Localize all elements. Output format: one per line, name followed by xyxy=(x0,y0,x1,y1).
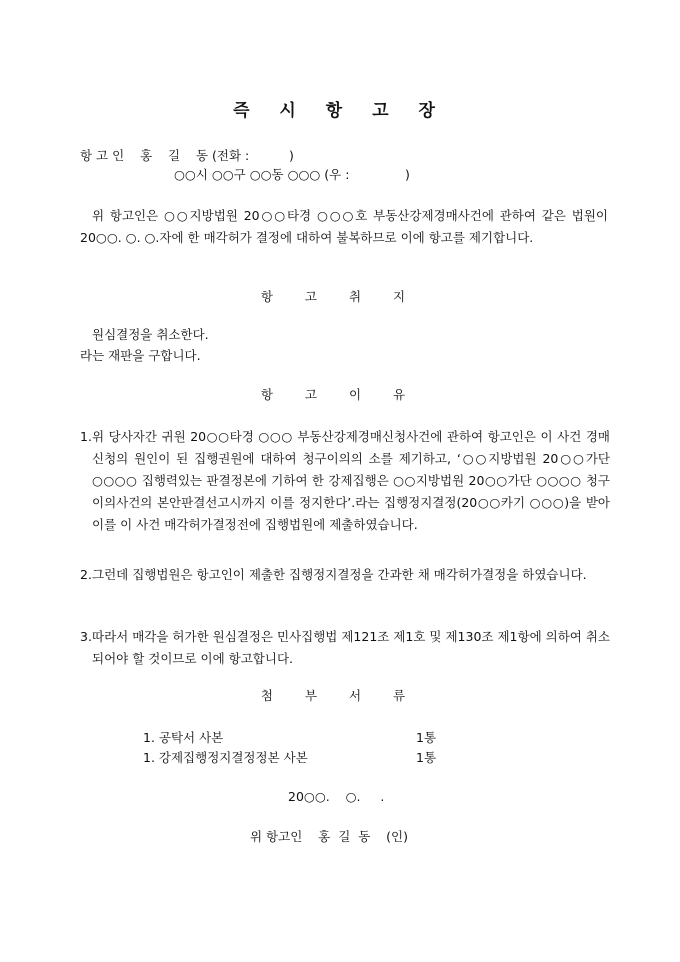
reason-item xyxy=(80,426,610,536)
reason-number: 2. xyxy=(80,567,92,582)
reason-item xyxy=(80,564,610,586)
address-line: ○○시 ○○구 ○○동 ○○○ (우 : ) xyxy=(174,167,410,182)
purpose-heading: 항 고 취 지 xyxy=(260,289,420,304)
attachment-label: 1. 강제집행정지결정정본 사본 xyxy=(143,750,308,765)
reason-number: 1. xyxy=(80,429,92,444)
purpose-line-1: 원심결정을 취소한다. xyxy=(92,327,209,342)
reason-text: 따라서 매각을 허가한 원심결정은 민사집행법 제121조 제1호 및 제130조 제1항에 의하여 취소되어야 할 것이므로 이에 항고합니다. xyxy=(92,629,610,666)
reason-text: 그런데 집행법원은 항고인이 제출한 집행정지결정을 간과한 채 매각허가결정을 하였습니다. xyxy=(92,567,587,582)
reason-text: 위 당사자간 귀원 20○○타경 ○○○ 부동산강제경매신청사건에 관하여 항고인은 이 사건 경매신청의 원인이 된 집행권원에 대하여 청구이의의 소를 제기하고, ‘○○지방법원 20○○가단 ○○○○ 집행력있는 판결정본에 기하여 한 강제집행은 ○○지방법원 20○○가단 ○○○○ 청구이의사건의 본안판결선고시까지 이를 정지한다’.라는 집행정지결정(20○○카기 ○○○)을 받아 이를 이 사건 매각허가결정전에 집행법원에 제출하였습니다. xyxy=(92,429,610,532)
intro-paragraph: 위 항고인은 ○○지방법원 20○○타경 ○○○호 부동산강제경매사건에 관하여 같은 법원이 20○○. ○. ○.자에 한 매각허가 결정에 대하여 불복하므로 이에 항고를 제기합니다. xyxy=(80,208,608,245)
attachment-label: 1. 공탁서 사본 xyxy=(143,730,224,745)
document-title: 즉 시 항 고 장 xyxy=(233,101,447,121)
attachment-count: 1통 xyxy=(416,750,437,765)
appellant-line: 항 고 인 홍 길 동 (전화 : ) xyxy=(80,148,294,163)
reason-number: 3. xyxy=(80,629,92,644)
attachment-count: 1통 xyxy=(416,730,437,745)
document-date: 20○○. ○. . xyxy=(288,789,385,804)
attachments-heading: 첨 부 서 류 xyxy=(260,688,420,703)
purpose-line-2: 라는 재판을 구합니다. xyxy=(80,348,201,363)
signature-line: 위 항고인 홍 길 동 (인) xyxy=(250,829,409,844)
reason-item xyxy=(80,626,610,670)
reason-heading: 항 고 이 유 xyxy=(260,387,420,402)
